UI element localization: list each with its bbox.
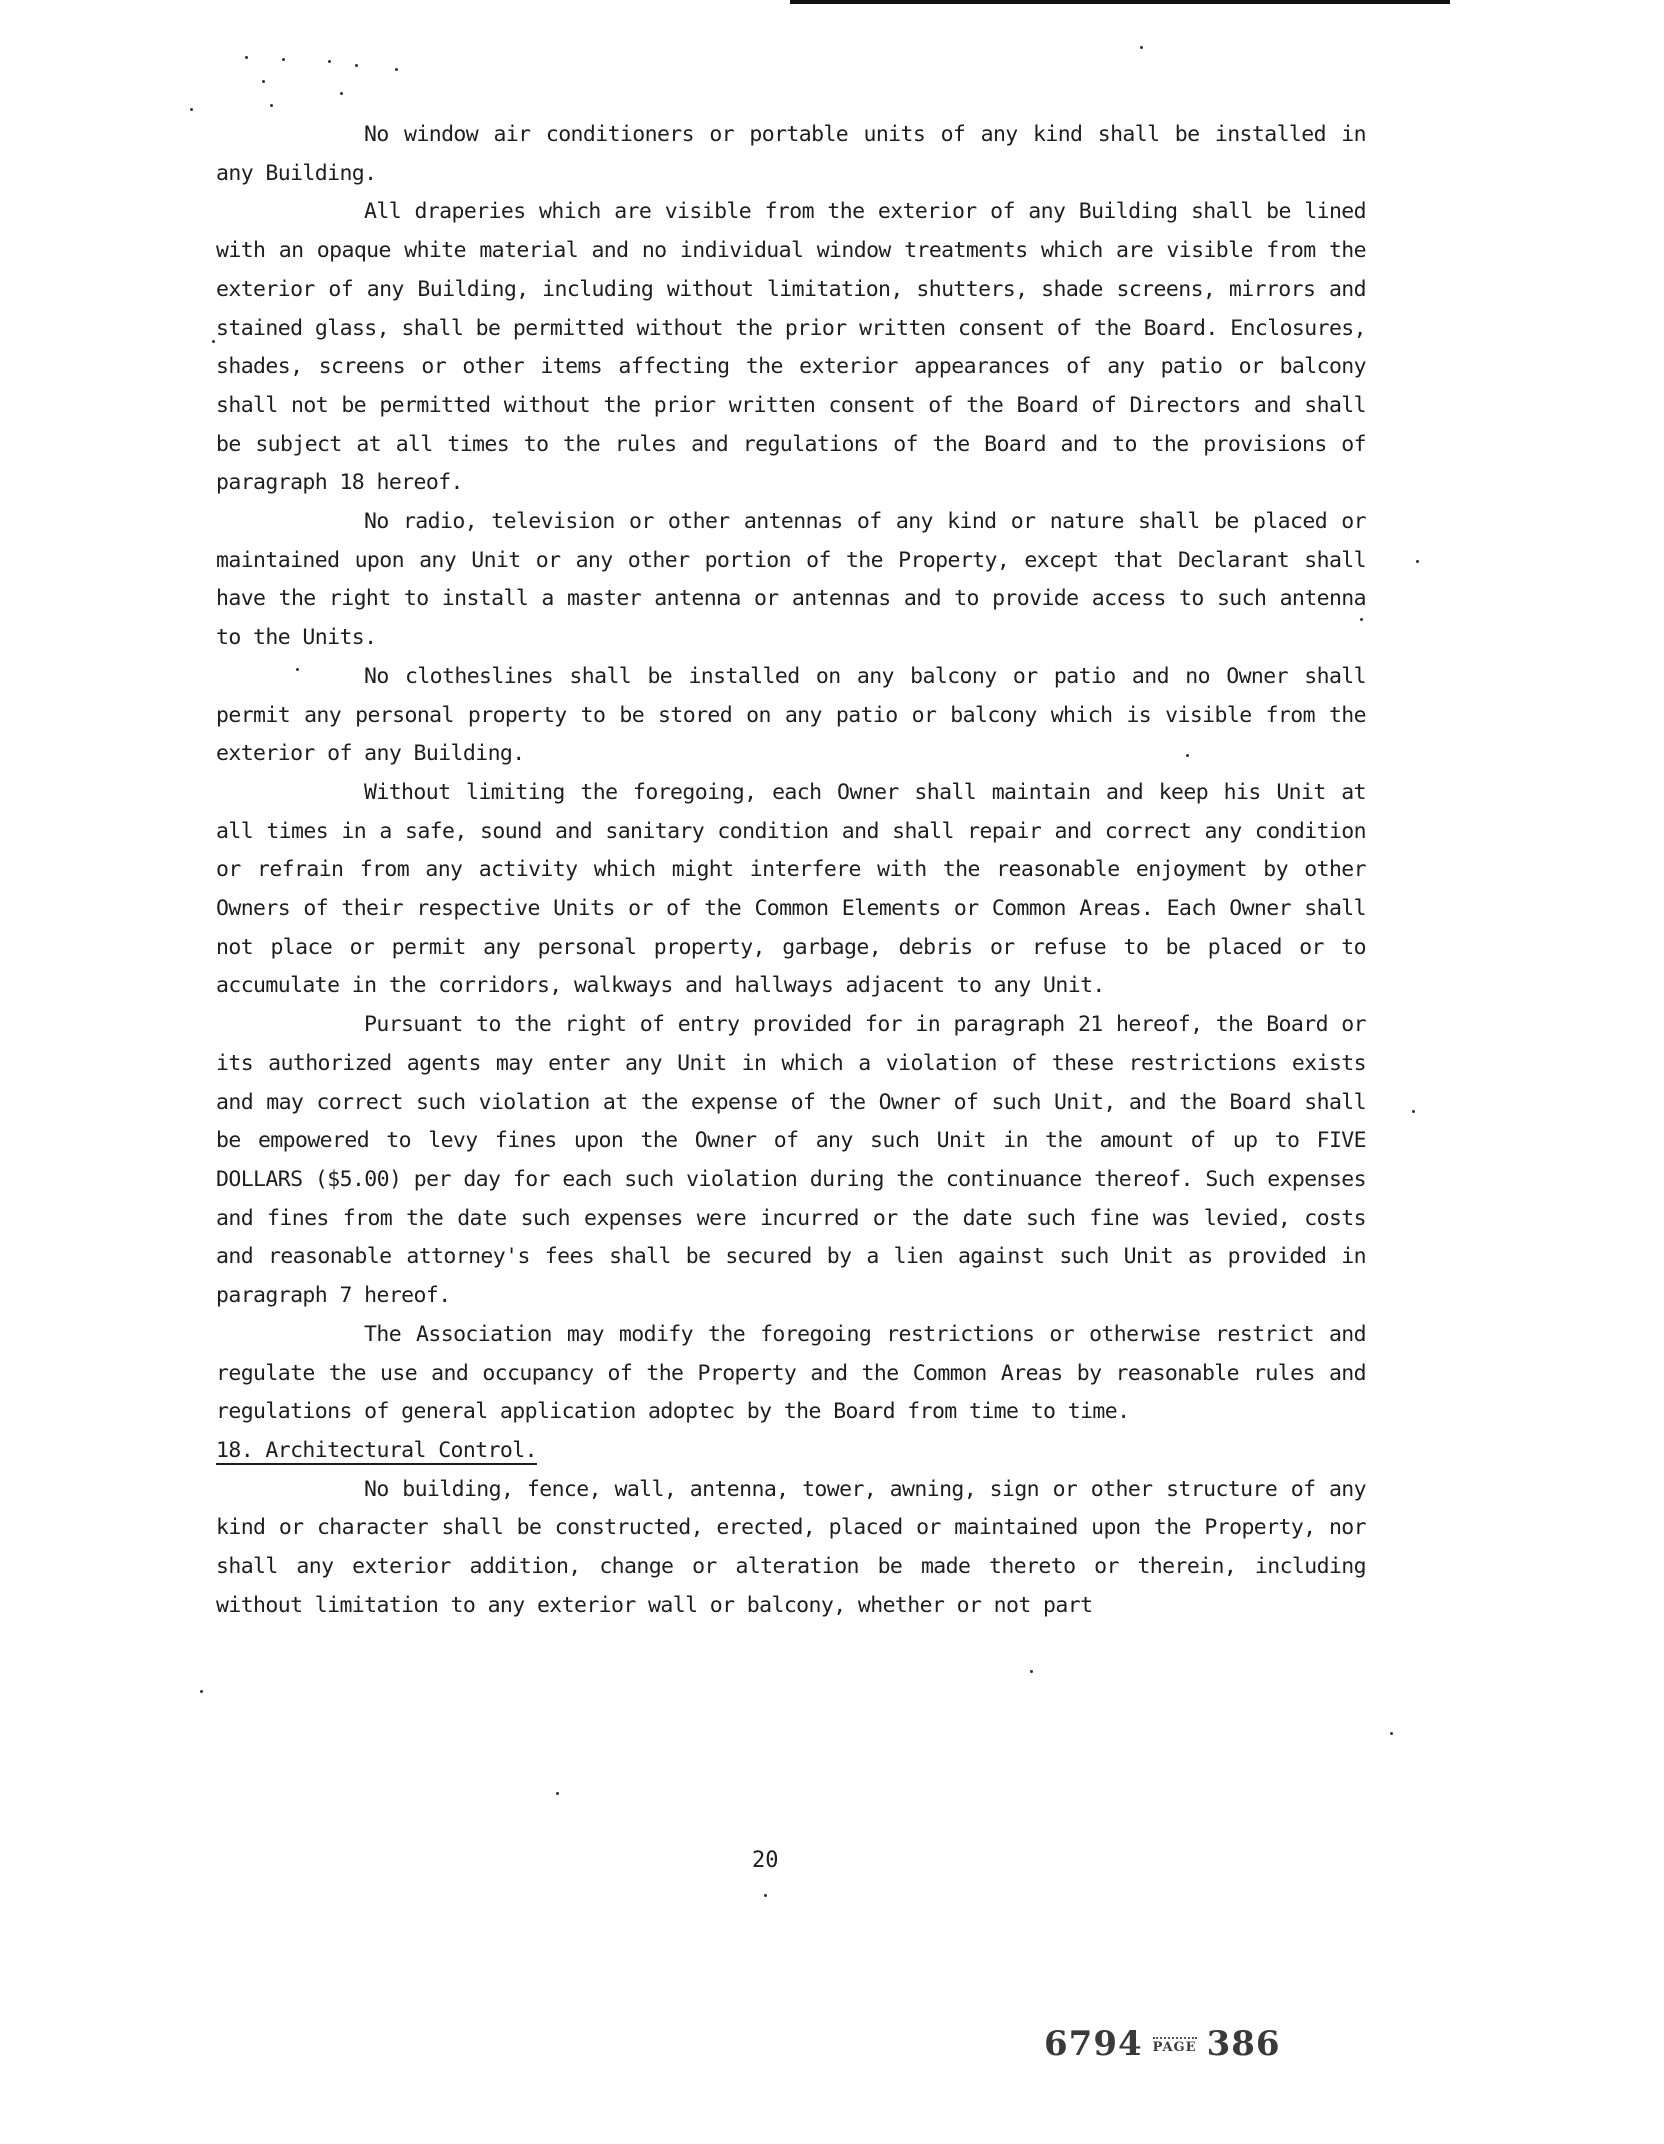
stamp-book-number: 6794 xyxy=(1044,2024,1143,2064)
scan-speck xyxy=(1390,1732,1393,1735)
paragraph-association-rules: The Association may modify the foregoing restrictions or otherwise restrict and regulate the use and occupancy of the Property and the Common Areas by reasonable rules and regulations of general application adoptec by the Board from time to time. xyxy=(216,1321,1366,1425)
scan-speck xyxy=(764,1894,767,1897)
scan-speck xyxy=(395,68,398,71)
scan-speck xyxy=(355,64,358,67)
scan-speck xyxy=(262,80,265,83)
scan-speck xyxy=(556,1792,559,1795)
section-heading: 18. Architectural Control. xyxy=(216,1437,537,1463)
scan-speck xyxy=(200,1690,203,1693)
paragraph-architectural-control: No building, fence, wall, antenna, tower, awning, sign or other structure of any kind or character shall be constructed, erected, placed or maintained upon the Property, nor shall any exterior addition, change or alteration be made thereto or therein, including without limitation to any exterior wall or balcony, whether or not part xyxy=(216,1476,1366,1618)
scan-speck xyxy=(1416,560,1419,563)
paragraph-right-of-entry: Pursuant to the right of entry provided for in paragraph 21 hereof, the Board or its authorized agents may enter any Unit in which a violation of these restrictions exists and may correct such violation at the expense of the Owner of such Unit, and the Board shall be empowered to levy fines upon the Owner of any such Unit in the amount of up to FIVE DOLLARS ($5.00) per day for each such violation during the continuance thereof. Such expenses and fines from the date such expenses were incurred or the date such fine was levied, costs and reasonable attorney's fees shall be secured by a lien against such Unit as provided in paragraph 7 hereof. xyxy=(216,1012,1366,1309)
scan-speck xyxy=(212,340,215,343)
scan-speck xyxy=(245,56,248,59)
document-body xyxy=(216,116,1366,1625)
stamp-page-label: PAGE xyxy=(1153,2037,1197,2055)
scan-speck xyxy=(190,108,193,111)
page-number: 20 xyxy=(752,1848,779,1873)
scan-speck xyxy=(328,60,331,63)
scan-speck xyxy=(1140,46,1143,49)
scan-speck xyxy=(282,58,285,61)
paragraph-draperies: All draperies which are visible from the exterior of any Building shall be lined with an opaque white material and no individual window treatments which are visible from the exterior of any Building, including without limitation, shutters, shade screens, mirrors and stained glass, shall be permitted without the prior written consent of the Board. Enclosures, shades, screens or other items affecting the exterior appearances of any patio or balcony shall not be permitted without the prior written consent of the Board of Directors and shall be subject at all times to the rules and regulations of the Board and to the provisions of paragraph 18 hereof. xyxy=(216,199,1366,496)
top-rule xyxy=(790,0,1450,4)
recording-stamp xyxy=(1044,2024,1281,2064)
stamp-page-number: 386 xyxy=(1206,2024,1281,2064)
paragraph-window-units: No window air conditioners or portable units of any kind shall be installed in any Building. xyxy=(216,122,1366,186)
scan-speck xyxy=(270,104,273,107)
scan-speck xyxy=(1412,1110,1415,1113)
paragraph-clotheslines: No clotheslines shall be installed on any balcony or patio and no Owner shall permit any personal property to be stored on any patio or balcony which is visible from the exterior of any Building. xyxy=(216,663,1366,767)
paragraph-antennas: No radio, television or other antennas of any kind or nature shall be placed or maintained upon any Unit or any other portion of the Property, except that Declarant shall have the right to install a master antenna or antennas and to provide access to such antenna to the Units. xyxy=(216,509,1366,651)
scan-speck xyxy=(1030,1670,1033,1673)
scan-speck xyxy=(340,92,343,95)
paragraph-maintenance: Without limiting the foregoing, each Owner shall maintain and keep his Unit at all times in a safe, sound and sanitary condition and shall repair and correct any condition or refrain from any activity which might interfere with the reasonable enjoyment by other Owners of their respective Units or of the Common Elements or Common Areas. Each Owner shall not place or permit any personal property, garbage, debris or refuse to be placed or to accumulate in the corridors, walkways and hallways adjacent to any Unit. xyxy=(216,779,1366,999)
